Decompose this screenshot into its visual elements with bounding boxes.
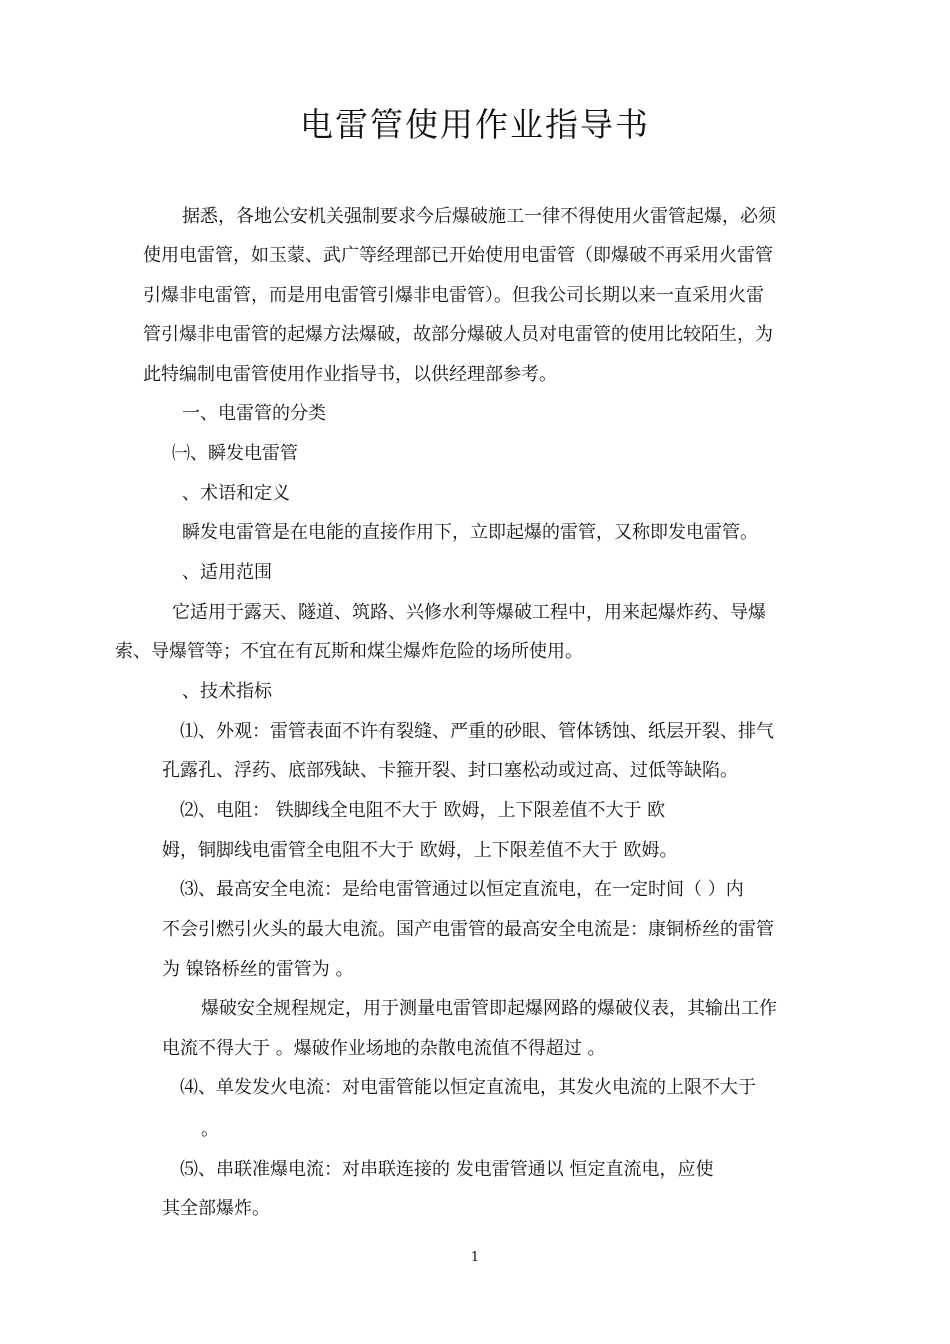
subsection-heading: ㈠、瞬发电雷管 [172, 443, 298, 464]
paragraph-line: 使用电雷管，如玉蒙、武广等经理部已开始使用电雷管（即爆破不再采用火雷管 [143, 245, 773, 266]
item-heading: 、适用范围 [182, 562, 272, 583]
list-item-line: 其全部爆炸。 [162, 1198, 270, 1219]
paragraph-line: 索、导爆管等；不宜在有瓦斯和煤尘爆炸危险的场所使用。 [115, 641, 583, 662]
item-heading: 、技术指标 [182, 681, 272, 702]
item-heading: 、术语和定义 [182, 483, 290, 504]
paragraph-line: 据悉，各地公安机关强制要求今后爆破施工一律不得使用火雷管起爆，必须 [182, 206, 776, 227]
list-item-line: 姆，铜脚线电雷管全电阻不大于 欧姆，上下限差值不大于 欧姆。 [162, 840, 678, 861]
list-item-line: ⑵、电阻： 铁脚线全电阻不大于 欧姆，上下限差值不大于 欧 [180, 800, 666, 821]
list-item-line: ⑶、最高安全电流：是给电雷管通过以恒定直流电，在一定时间（ ）内 [180, 879, 744, 900]
page-number: 1 [470, 1250, 480, 1265]
paragraph-line: 瞬发电雷管是在电能的直接作用下，立即起爆的雷管，又称即发电雷管。 [182, 522, 758, 543]
document-title: 电雷管使用作业指导书 [300, 105, 650, 144]
paragraph-line: 引爆非电雷管，而是用电雷管引爆非电雷管）。但我公司长期以来一直采用火雷 [143, 285, 764, 306]
paragraph-line: 此特编制电雷管使用作业指导书，以供经理部参考。 [143, 364, 557, 385]
paragraph-line: 管引爆非电雷管的起爆方法爆破，故部分爆破人员对电雷管的使用比较陌生，为 [143, 324, 773, 345]
section-heading: 一、电雷管的分类 [182, 403, 326, 424]
paragraph-line: 电流不得大于 。爆破作业场地的杂散电流值不得超过 。 [162, 1038, 606, 1059]
paragraph-line: 它适用于露天、隧道、筑路、兴修水利等爆破工程中，用来起爆炸药、导爆 [172, 602, 766, 623]
list-item-line: ⑴、外观：雷管表面不许有裂缝、严重的砂眼、管体锈蚀、纸层开裂、排气 [180, 721, 774, 742]
list-item-line: 为 镍铬桥丝的雷管为 。 [162, 959, 354, 980]
list-item-line: 。 [201, 1119, 219, 1140]
list-item-line: ⑷、单发发火电流：对电雷管能以恒定直流电，其发火电流的上限不大于 [180, 1077, 756, 1098]
list-item-line: 不会引燃引火头的最大电流。国产电雷管的最高安全电流是：康铜桥丝的雷管 [162, 919, 774, 940]
paragraph-line: 爆破安全规程规定，用于测量电雷管即起爆网路的爆破仪表，其输出工作 [201, 998, 777, 1019]
list-item-line: 孔露孔、浮药、底部残缺、卡箍开裂、封口塞松动或过高、过低等缺陷。 [162, 760, 738, 781]
list-item-line: ⑸、串联准爆电流：对串联连接的 发电雷管通以 恒定直流电，应使 [180, 1159, 714, 1180]
